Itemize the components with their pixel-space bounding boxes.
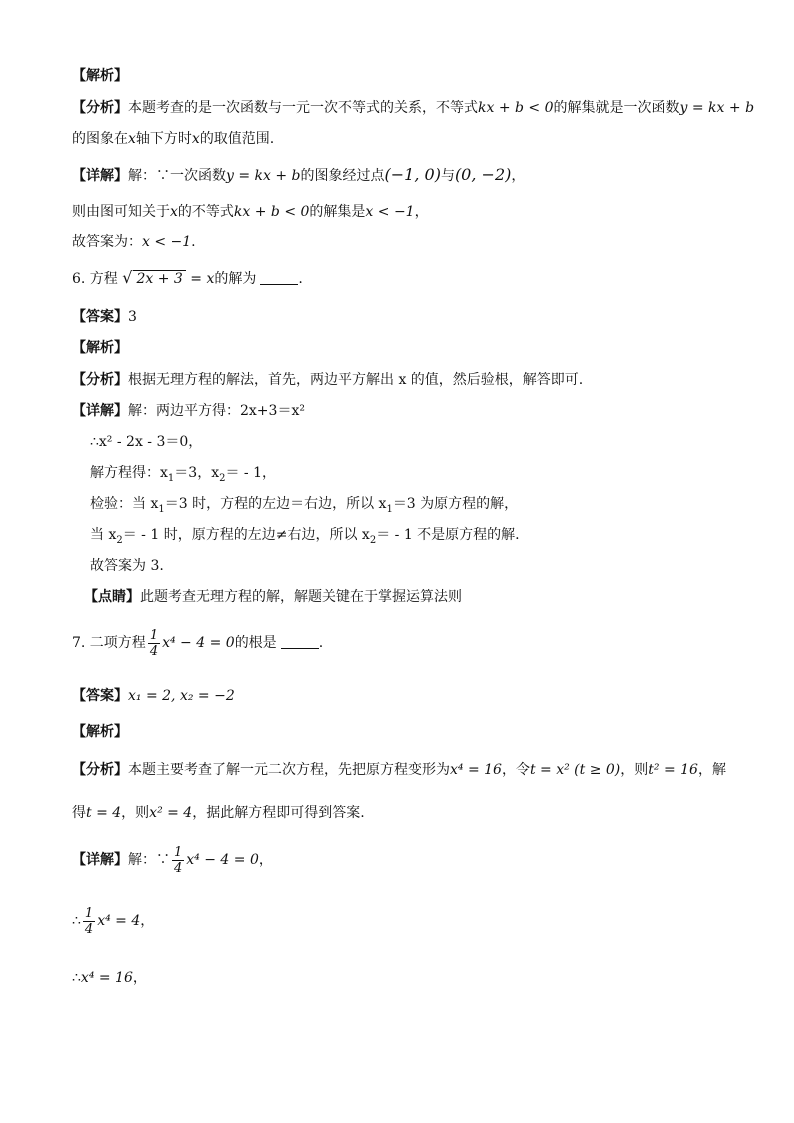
math: = x [190, 271, 215, 287]
text: 此题考查无理方程的解，解题关键在于掌握运算法则 [140, 589, 462, 605]
math: kx + b < 0 [478, 100, 554, 116]
remark-line [84, 587, 462, 607]
fraction-num: 1 [84, 905, 94, 921]
analysis-line [72, 98, 754, 118]
analysis-line [72, 129, 274, 149]
math: x⁴ = 16 [80, 970, 133, 986]
text: ＝3，x [174, 465, 220, 481]
tag-answer: 【答案】 [72, 309, 128, 325]
subscript: 1 [386, 503, 393, 515]
question-7 [72, 626, 323, 660]
fraction-den: 4 [174, 860, 183, 876]
text: ， [511, 168, 526, 184]
text: . [191, 234, 196, 250]
math: x < −1 [365, 204, 415, 220]
text: 的解集就是一次函数 [553, 100, 680, 116]
analysis-line [72, 803, 365, 823]
text: . [298, 271, 303, 287]
math: x [128, 131, 136, 147]
subscript: 2 [369, 534, 377, 546]
subscript: 1 [158, 503, 165, 515]
fraction-den: 4 [84, 921, 94, 937]
text: 的不等式 [177, 204, 234, 220]
section-jiexi: 【解析】 [72, 68, 128, 84]
math: y = kx + b [226, 168, 301, 184]
text: 检验：当 x [90, 496, 159, 512]
tag-xiangjie: 【详解】 [72, 852, 128, 868]
text: 根据无理方程的解法，首先，两边平方解出 x 的值，然后验根，解答即可. [128, 372, 584, 388]
question-6 [72, 268, 303, 289]
tag-dianjing: 【点睛】 [84, 589, 140, 605]
subscript: 2 [116, 534, 123, 546]
fraction-num: 1 [174, 844, 183, 860]
math: (−1, 0) [384, 165, 441, 184]
text: ， [140, 913, 155, 929]
text: 解方程得：x [90, 465, 168, 481]
text: 的根是 [234, 635, 277, 651]
math: x [170, 204, 178, 220]
text: 本题主要考查了解一元二次方程，先把原方程变形为 [128, 762, 450, 778]
detail-line [72, 202, 429, 222]
tag-fenxi: 【分析】 [72, 100, 128, 116]
text: 解：∵ [128, 852, 170, 868]
text: 的图象经过点 [300, 168, 385, 184]
text: 的解为 [214, 271, 257, 287]
text: ＝ - 1 时，原方程的左边≠右边，所以 x [122, 527, 370, 543]
detail-line [72, 843, 273, 877]
fraction-den: 4 [149, 643, 159, 659]
sqrt-symbol: √ [122, 268, 133, 287]
question-prefix: 7. 二项方程 [72, 635, 146, 651]
text: ，据此解方程即可得到答案. [192, 805, 365, 821]
answer-blank [281, 634, 319, 649]
text: 得 [72, 805, 86, 821]
subscript: 2 [219, 472, 226, 484]
text: ， [414, 204, 429, 220]
text: 与 [440, 168, 455, 184]
math: x < −1 [142, 234, 192, 250]
section-jiexi: 【解析】 [72, 340, 128, 356]
math: (0, −2) [454, 165, 512, 184]
detail-line [72, 401, 305, 421]
fraction [148, 628, 160, 659]
answer-line [72, 686, 235, 706]
text: . [318, 635, 324, 651]
fraction [83, 906, 95, 937]
text: ， [132, 970, 147, 986]
answer-value: x₁ = 2, x₂ = −2 [128, 688, 235, 704]
tag-answer: 【答案】 [72, 688, 128, 704]
text: 解：∵一次函数 [128, 168, 226, 184]
text: 解：两边平方得：2x+3＝x² [128, 403, 305, 419]
step-line [72, 968, 147, 988]
text: ，则 [620, 762, 649, 778]
answer-value: 3 [128, 309, 137, 325]
math: x⁴ − 4 = 0 [186, 852, 259, 868]
analysis-line [72, 370, 583, 390]
text: 故答案为： [72, 234, 142, 250]
text: ＝ - 1， [225, 465, 277, 481]
fraction [172, 845, 184, 876]
answer-line [72, 232, 196, 252]
step-line: ∴x² - 2x - 3＝0， [90, 434, 203, 450]
text: 当 x [90, 527, 117, 543]
math: t = 4 [86, 805, 122, 821]
answer-blank [260, 270, 298, 285]
text: 的取值范围. [199, 131, 275, 147]
text: 的图象在 [72, 131, 128, 147]
tag-xiangjie: 【详解】 [72, 168, 128, 184]
math: x² = 4 [149, 805, 193, 821]
radicand: 2x + 3 [133, 270, 185, 287]
text: ＝3 时，方程的左边＝右边，所以 x [164, 496, 387, 512]
text: ＝3 为原方程的解， [392, 496, 519, 512]
text: ， [258, 852, 273, 868]
math: kx + b < 0 [233, 204, 310, 220]
text: ，解 [697, 762, 726, 778]
text: 的解集是 [309, 204, 366, 220]
text: ，令 [501, 762, 530, 778]
question-prefix: 6. 方程 [72, 271, 118, 287]
math: x⁴ = 16 [450, 762, 502, 778]
text: ＝ - 1 不是原方程的解. [376, 527, 520, 543]
math: x [191, 131, 200, 147]
text: 则由图可知关于 [72, 204, 170, 220]
step-line: 故答案为 3. [90, 558, 164, 574]
analysis-line [72, 760, 726, 780]
subscript: 1 [167, 472, 175, 484]
step-line [90, 463, 276, 489]
tag-xiangjie: 【详解】 [72, 403, 128, 419]
math: x⁴ − 4 = 0 [162, 635, 235, 651]
answer-line [72, 307, 137, 327]
text: ，则 [121, 805, 150, 821]
text: 轴下方时 [135, 131, 192, 147]
detail-line [72, 165, 525, 186]
step-line [90, 525, 520, 551]
math: t = x² (t ≥ 0) [529, 762, 621, 778]
step-line [72, 904, 154, 938]
text: 本题考查的是一次函数与一元一次不等式的关系，不等式 [128, 100, 478, 116]
section-jiexi: 【解析】 [72, 724, 128, 740]
math: x⁴ = 4 [97, 913, 141, 929]
fraction-num: 1 [149, 627, 159, 643]
text: ∴ [72, 913, 81, 929]
math: t² = 16 [648, 762, 698, 778]
step-line [90, 494, 518, 520]
tag-fenxi: 【分析】 [72, 372, 128, 388]
text: ∴ [72, 970, 81, 986]
math: y = kx + b [679, 100, 755, 116]
tag-fenxi: 【分析】 [72, 762, 128, 778]
